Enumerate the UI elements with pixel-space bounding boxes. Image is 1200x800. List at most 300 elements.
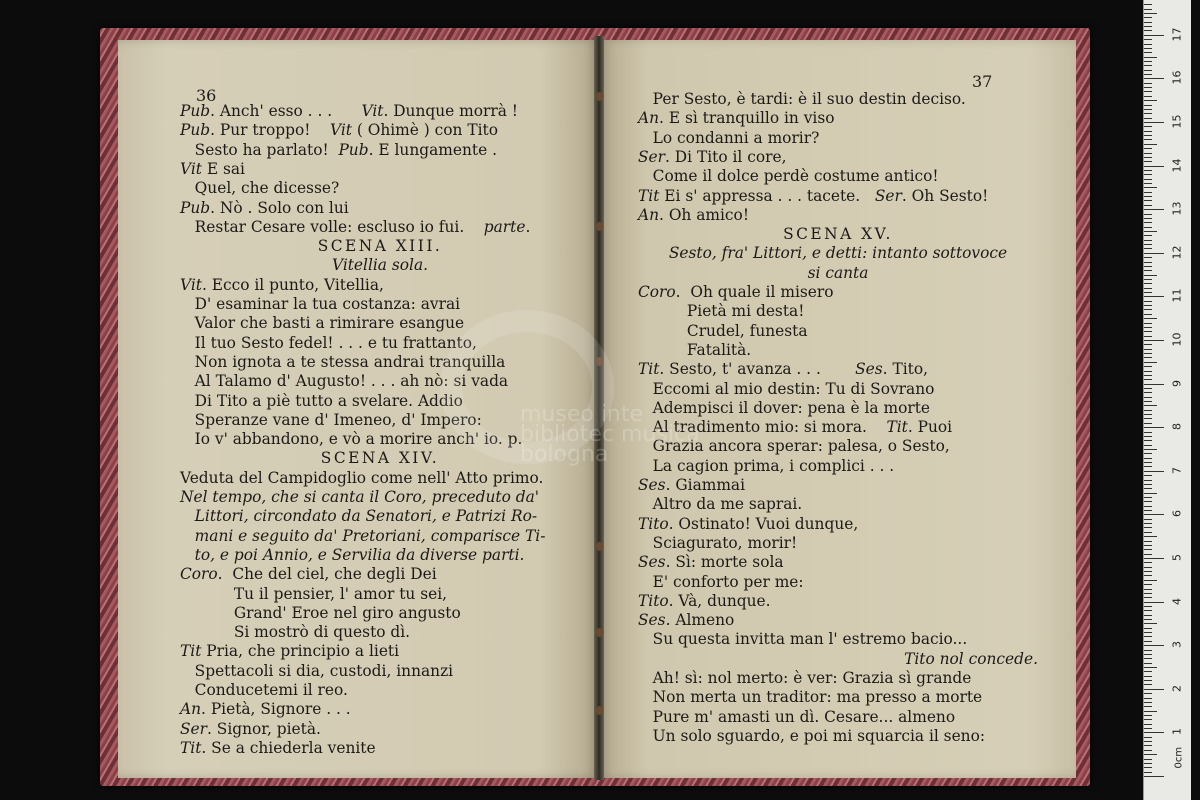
text-segment: . Ostinato! Vuoi dunque, (668, 514, 859, 533)
ruler-tick (1144, 645, 1164, 646)
text-line (638, 399, 930, 418)
text-segment: Ah! sì: nol merto: è ver: Grazia sì grande (638, 669, 972, 687)
ruler-tick (1144, 684, 1152, 685)
text-line (638, 148, 786, 167)
book-gutter (594, 36, 604, 780)
text-segment: Valor che basti a rimirare esangue (180, 314, 465, 333)
text-line (180, 681, 348, 700)
ruler-tick (1144, 309, 1152, 310)
text-segment: Il tuo Sesto fedel! . . . e tu frattanto, (180, 333, 477, 352)
ruler-tick (1144, 144, 1157, 145)
ruler-tick (1144, 423, 1152, 424)
ruler-tick (1144, 148, 1152, 149)
text-line (638, 534, 797, 553)
ruler-tick (1144, 693, 1152, 694)
ruler-tick (1144, 30, 1152, 31)
ruler-tick (1144, 126, 1152, 127)
text-segment: Tito nol concede. (904, 649, 1038, 668)
text-segment: Al Talamo d' Augusto! . . . ah nò: si vada (180, 372, 509, 391)
ruler-tick (1144, 527, 1152, 528)
ruler-tick (1144, 22, 1152, 23)
ruler-tick (1144, 57, 1157, 58)
text-segment: Al tradimento mio: si mora. (638, 418, 887, 437)
text-segment: . Sesto, t' avanza . . . (659, 360, 856, 379)
text-segment: Fatalità. (638, 340, 752, 359)
speaker-label: Ser (874, 186, 902, 205)
text-line (180, 372, 508, 391)
ruler-tick (1144, 514, 1164, 515)
text-line (638, 573, 804, 592)
speaker-label: Tit (638, 360, 660, 379)
ruler-tick (1144, 344, 1152, 345)
ruler-tick (1144, 331, 1152, 332)
ruler-tick (1144, 379, 1152, 380)
right-page (600, 40, 1076, 778)
right-page-number: 37 (972, 72, 993, 91)
speaker-label: Ses (855, 360, 883, 379)
ruler-tick (1144, 401, 1152, 402)
speaker-label: Vit (180, 275, 202, 294)
ruler-tick (1144, 323, 1152, 324)
ruler-tick (1144, 384, 1164, 385)
text-line (638, 206, 749, 225)
ruler-tick (1144, 610, 1152, 611)
text-segment: Altro da me saprai. (638, 495, 803, 514)
ruler-tick (1144, 192, 1152, 193)
ruler-tick (1144, 131, 1152, 132)
text-segment: Conducetemi il reo. (180, 681, 348, 699)
ruler-number: 4 (1170, 597, 1184, 605)
ruler-tick (1144, 689, 1164, 690)
ruler-tick (1144, 466, 1152, 467)
ruler-tick (1144, 262, 1152, 263)
ruler-number: 8 (1170, 423, 1184, 431)
ruler-number: 2 (1170, 684, 1184, 692)
ruler-unit-label: 0cm (1173, 746, 1185, 769)
ruler-tick (1144, 536, 1157, 537)
ruler-tick (1144, 240, 1152, 241)
text-line (638, 225, 1038, 244)
ruler-tick (1144, 61, 1152, 62)
text-segment: . Signor, pietà. (207, 719, 321, 738)
text-line (638, 495, 802, 514)
ruler-tick (1144, 305, 1152, 306)
text-line (180, 199, 349, 218)
text-line (638, 90, 966, 109)
text-segment: E' conforto per me: (638, 572, 804, 591)
text-line (180, 179, 339, 198)
text-segment: mani e seguito da' Pretoriani, comparisce Ti- (180, 526, 546, 545)
text-segment: D' esaminar la tua costanza: avrai (180, 295, 461, 313)
text-line (180, 141, 497, 160)
text-segment: Si mostrò di questo dì. (180, 623, 411, 642)
text-segment: Grand' Eroe nel giro angusto (180, 603, 461, 622)
text-segment: . E sì tranquillo in viso (659, 109, 835, 128)
ruler-tick (1144, 475, 1152, 476)
text-segment: . Oh amico! (659, 205, 750, 224)
ruler-tick (1144, 196, 1152, 197)
text-segment: Tu il pensier, l' amor tu sei, (180, 584, 448, 603)
text-line (638, 553, 784, 572)
ruler-tick (1144, 231, 1157, 232)
ruler-tick (1144, 580, 1157, 581)
ruler-tick (1144, 488, 1152, 489)
left-page (118, 40, 598, 778)
speaker-label: Coro (180, 565, 218, 584)
text-segment: Spettacoli si dia, custodi, innanzi (180, 661, 454, 680)
scene-heading: SCENA XV. (783, 225, 893, 244)
ruler-tick (1144, 91, 1152, 92)
ruler-tick (1144, 767, 1152, 768)
scene-heading: SCENA XIII. (317, 237, 443, 256)
speaker-label: Coro (638, 283, 676, 301)
text-segment: Vitellia sola. (331, 256, 429, 275)
ruler-tick (1144, 418, 1152, 419)
text-line (180, 314, 464, 333)
ruler-tick (1144, 327, 1152, 328)
text-line (638, 418, 952, 437)
text-segment: Restar Cesare volle: escluso io fui. (180, 217, 484, 236)
text-segment: . Nò . Solo con lui (210, 198, 349, 217)
ruler-tick (1144, 427, 1164, 428)
ruler-tick (1144, 532, 1152, 533)
text-segment: . Ecco il punto, Vitellia, (201, 275, 384, 294)
text-segment: Per Sesto, è tardi: è il suo destin deciso. (638, 90, 966, 108)
speaker-label: Pub (180, 198, 211, 217)
ruler-tick (1144, 336, 1152, 337)
ruler-tick (1144, 575, 1152, 576)
ruler-tick (1144, 4, 1152, 5)
ruler-tick (1144, 314, 1152, 315)
text-segment: ( Ohimè ) con Tito (351, 121, 498, 140)
text-line (638, 129, 819, 148)
binding-hole (596, 706, 603, 715)
ruler-tick (1144, 589, 1152, 590)
ruler-tick (1144, 597, 1152, 598)
ruler-tick (1144, 567, 1152, 568)
ruler-tick (1144, 388, 1152, 389)
scene-heading: SCENA XIV. (320, 449, 440, 468)
ruler-tick (1144, 449, 1157, 450)
text-line (638, 109, 834, 128)
speaker-label: An (180, 700, 202, 719)
ruler-tick (1144, 667, 1157, 668)
text-line (638, 630, 967, 649)
text-segment: Sesto, fra' Littori, e detti: intanto sottovoce (668, 244, 1008, 263)
ruler-tick (1144, 301, 1152, 302)
text-line (180, 488, 539, 507)
ruler-tick (1144, 632, 1152, 633)
ruler-tick (1144, 658, 1152, 659)
text-segment: . Anch' esso . . . (210, 102, 362, 120)
ruler-tick (1144, 227, 1152, 228)
ruler-tick (1144, 497, 1152, 498)
speaker-label: Ses (638, 553, 666, 572)
text-line (180, 276, 384, 295)
ruler-tick (1144, 484, 1152, 485)
ruler-tick (1144, 562, 1152, 563)
text-segment: . Tito, (882, 360, 928, 379)
ruler-tick (1144, 340, 1164, 341)
ruler-tick (1144, 105, 1152, 106)
ruler-tick (1144, 776, 1164, 777)
ruler-tick (1144, 471, 1164, 472)
ruler-tick (1144, 35, 1164, 36)
ruler-tick (1144, 371, 1152, 372)
ruler-number: 6 (1170, 510, 1184, 518)
ruler-tick (1144, 737, 1152, 738)
text-segment: . Oh Sesto! (901, 186, 989, 205)
text-segment: Sciagurato, morir! (638, 533, 798, 552)
text-segment: . Dunque morrà ! (383, 102, 518, 120)
speaker-label: Tit (886, 418, 908, 437)
ruler-tick (1144, 70, 1152, 71)
ruler-number: 14 (1170, 158, 1184, 173)
ruler-tick (1144, 362, 1157, 363)
text-line (180, 604, 461, 623)
ruler-tick (1144, 78, 1164, 79)
ruler-tick (1144, 715, 1152, 716)
ruler-number: 13 (1170, 201, 1184, 216)
speaker-label: Ser (638, 147, 666, 166)
text-segment: Speranze vane d' Imeneo, d' Impero: (180, 410, 482, 429)
speaker-label: Pub (338, 140, 369, 159)
ruler-tick (1144, 741, 1152, 742)
ruler-number: 7 (1170, 466, 1184, 474)
text-segment: . Pietà, Signore . . . (201, 700, 351, 719)
ruler-tick (1144, 174, 1152, 175)
text-line (180, 585, 447, 604)
ruler-number: 9 (1170, 379, 1184, 387)
text-segment: Veduta del Campidoglio come nell' Atto primo. (180, 468, 544, 487)
text-segment: Non merta un traditor: ma presso a morte (638, 688, 983, 707)
ruler-tick (1144, 113, 1152, 114)
ruler-tick (1144, 706, 1152, 707)
ruler-tick (1144, 414, 1152, 415)
binding-hole (596, 222, 603, 231)
ruler-tick (1144, 501, 1152, 502)
ruler-tick (1144, 763, 1152, 764)
binding-hole (596, 542, 603, 551)
text-line (638, 708, 955, 727)
ruler-tick (1144, 541, 1152, 542)
binding-hole (596, 92, 603, 101)
text-line (180, 507, 537, 526)
ruler-tick (1144, 96, 1152, 97)
text-line (638, 592, 771, 611)
text-line (180, 642, 399, 661)
ruler-tick (1144, 397, 1152, 398)
speaker-label: Tit (180, 738, 202, 757)
ruler-tick (1144, 183, 1152, 184)
ruler-tick (1144, 248, 1152, 249)
text-segment: . Sì: morte sola (665, 553, 784, 572)
text-segment: Crudel, funesta (638, 321, 808, 340)
watermark-line: museo inte (520, 402, 644, 427)
ruler-tick (1144, 170, 1152, 171)
ruler-tick (1144, 296, 1164, 297)
ruler-tick (1144, 349, 1152, 350)
ruler-tick (1144, 65, 1152, 66)
text-segment: Littori, circondato da Senatori, e Patrizi Ro- (180, 507, 538, 526)
text-line (638, 187, 988, 206)
speaker-label: Vit (361, 102, 384, 120)
ruler-tick (1144, 654, 1152, 655)
text-segment: . E lungamente . (368, 140, 497, 159)
text-segment: parte (483, 217, 526, 236)
text-line (180, 353, 505, 372)
ruler-tick (1144, 523, 1152, 524)
speaker-label: Ses (638, 476, 666, 494)
ruler-tick (1144, 9, 1152, 10)
ruler-tick (1144, 13, 1157, 14)
text-line (180, 527, 545, 546)
speaker-label: An (638, 205, 660, 224)
text-line (180, 449, 580, 468)
text-segment: Pure m' amasti un dì. Cesare... almeno (638, 707, 956, 726)
ruler-tick (1144, 139, 1152, 140)
ruler-tick (1144, 266, 1152, 267)
ruler-tick (1144, 445, 1152, 446)
text-line (638, 476, 745, 495)
ruler-tick (1144, 440, 1152, 441)
ruler-tick (1144, 257, 1152, 258)
ruler-tick (1144, 636, 1152, 637)
text-segment: . Và, dunque. (668, 591, 771, 610)
ruler-tick (1144, 545, 1152, 546)
ruler-tick (1144, 83, 1152, 84)
text-line (638, 264, 1038, 283)
text-segment: Lo condanni a morir? (638, 128, 820, 147)
text-line (180, 334, 477, 353)
text-line (638, 457, 894, 476)
speaker-label: Ses (638, 611, 666, 630)
ruler-tick (1144, 453, 1152, 454)
ruler-tick (1144, 510, 1152, 511)
text-line (180, 411, 482, 430)
text-line (638, 669, 971, 688)
text-line (180, 739, 376, 758)
ruler-tick (1144, 750, 1152, 751)
text-segment: Sesto ha parlato! (180, 140, 339, 159)
speaker-label: Tito (638, 514, 669, 533)
binding-hole (596, 628, 603, 637)
ruler-tick (1144, 650, 1152, 651)
ruler-tick (1144, 135, 1152, 136)
ruler-tick (1144, 606, 1152, 607)
ruler-tick (1144, 209, 1164, 210)
text-line (638, 727, 985, 746)
ruler-tick (1144, 26, 1152, 27)
ruler-tick (1144, 772, 1152, 773)
ruler-tick (1144, 292, 1152, 293)
text-segment: Non ignota a te stessa andrai tranquilla (180, 352, 506, 371)
text-segment: Pietà mi desta! (638, 302, 805, 321)
ruler-number: 3 (1170, 641, 1184, 649)
ruler-tick (1144, 458, 1152, 459)
ruler-tick (1144, 558, 1164, 559)
ruler-tick (1144, 318, 1157, 319)
ruler-tick (1144, 100, 1157, 101)
ruler-tick (1144, 405, 1157, 406)
ruler-tick (1144, 166, 1164, 167)
speaker-label: Pub (180, 121, 211, 140)
text-line (638, 650, 1038, 669)
text-segment: Pria, che principio a lieti (201, 642, 400, 661)
ruler-tick (1144, 122, 1164, 123)
text-line (180, 546, 524, 565)
text-line (638, 341, 751, 360)
ruler-tick (1144, 288, 1152, 289)
ruler-tick (1144, 549, 1152, 550)
text-line (180, 700, 351, 719)
ruler-tick (1144, 724, 1152, 725)
ruler-tick (1144, 593, 1152, 594)
ruler-tick (1144, 366, 1152, 367)
ruler-tick (1144, 719, 1152, 720)
ruler-tick (1144, 732, 1164, 733)
ruler-tick (1144, 205, 1152, 206)
text-line (180, 102, 518, 121)
text-segment: Ei s' appressa . . . tacete. (659, 186, 875, 205)
ruler-tick (1144, 39, 1152, 40)
ruler-tick (1144, 218, 1152, 219)
text-segment: Quel, che dicesse? (180, 179, 340, 198)
ruler-tick (1144, 253, 1164, 254)
ruler-tick (1144, 275, 1157, 276)
ruler-tick (1144, 628, 1152, 629)
ruler-tick (1144, 602, 1164, 603)
text-segment: . Puoi (907, 418, 953, 437)
ruler-number: 12 (1170, 245, 1184, 260)
text-segment: . Oh quale il misero (675, 283, 834, 301)
ruler-tick (1144, 584, 1152, 585)
measuring-ruler (1143, 0, 1191, 800)
ruler-tick (1144, 48, 1152, 49)
text-line (180, 121, 498, 140)
text-line (638, 437, 950, 456)
ruler-tick (1144, 161, 1152, 162)
ruler-tick (1144, 671, 1152, 672)
text-line (638, 688, 982, 707)
text-line (180, 160, 245, 179)
ruler-tick (1144, 214, 1152, 215)
ruler-tick (1144, 702, 1152, 703)
ruler-tick (1144, 493, 1157, 494)
ruler-tick (1144, 357, 1152, 358)
ruler-tick (1144, 410, 1152, 411)
text-line (638, 302, 804, 321)
ruler-number: 10 (1170, 332, 1184, 347)
watermark-line: bibliotec musica (520, 422, 700, 447)
text-line (180, 256, 580, 275)
text-segment: Di Tito a piè tutto a svelare. Addio (180, 391, 463, 410)
ruler-tick (1144, 118, 1152, 119)
text-segment: E sai (201, 159, 245, 178)
ruler-tick (1144, 619, 1152, 620)
ruler-tick (1144, 676, 1152, 677)
speaker-label: Pub (180, 102, 211, 120)
text-segment: Nel tempo, che si canta il Coro, preceduto da' (180, 488, 539, 506)
ruler-tick (1144, 519, 1152, 520)
ruler-tick (1144, 44, 1152, 45)
text-line (180, 623, 410, 642)
text-segment: Un solo sguardo, e poi mi squarcia il seno: (638, 726, 986, 745)
ruler-tick (1144, 663, 1152, 664)
ruler-tick (1144, 179, 1152, 180)
ruler-tick (1144, 759, 1152, 760)
text-line (638, 322, 808, 341)
